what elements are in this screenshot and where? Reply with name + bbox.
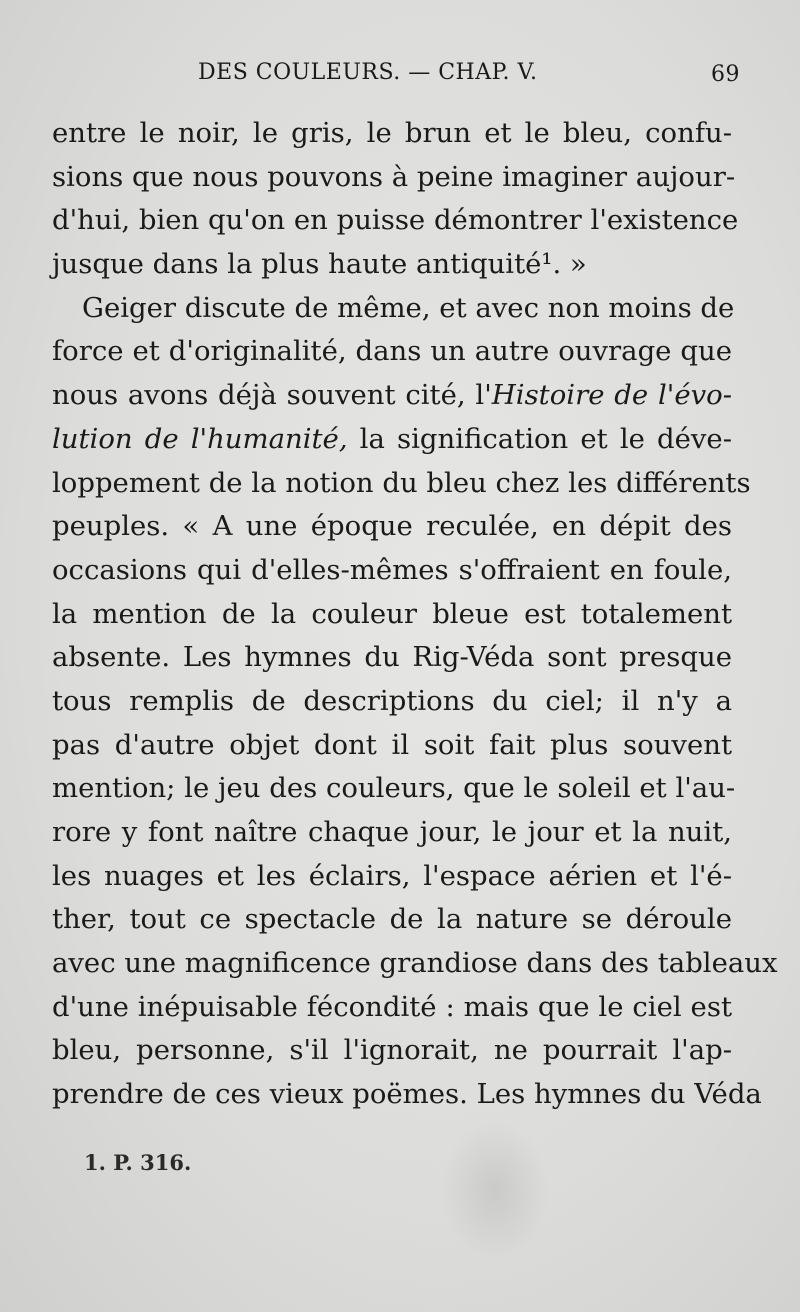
text-line-mixed	[52, 374, 732, 418]
text-line: jusque dans la plus haute antiquité¹. »	[52, 248, 587, 281]
text-line: force et d'originalité, dans un autre ouvrage que	[52, 335, 732, 368]
running-title: DES COULEURS. — CHAP. V.	[198, 60, 538, 85]
text-line: entre le noir, le gris, le brun et le bleu, confu-	[52, 117, 732, 149]
text-line: rore y font naître chaque jour, le jour et la nuit,	[52, 816, 732, 848]
text-line: avec une magnificence grandiose dans des tableaux	[52, 947, 778, 980]
text-line: d'hui, bien qu'on en puisse démontrer l'existence	[52, 204, 739, 237]
text-line: prendre de ces vieux poëmes. Les hymnes du Véda	[52, 1078, 762, 1111]
text-line: bleu, personne, s'il l'ignorait, ne pourrait l'ap-	[52, 1034, 732, 1067]
text-line: d'une inépuisable fécondité : mais que le ciel est	[52, 990, 732, 1023]
text-line: la mention de la couleur bleue est totalement	[52, 597, 732, 630]
body-text	[52, 112, 778, 1117]
page-number: 69	[711, 62, 740, 87]
text-line: mention; le jeu des couleurs, que le soleil et l'au-	[52, 772, 736, 805]
text-line: sions que nous pouvons à peine imaginer aujour-	[52, 160, 736, 193]
footnote: 1. P. 316.	[84, 1150, 192, 1175]
text-line: peuples. « A une époque reculée, en dépit des	[52, 510, 732, 543]
text-line: Geiger discute de même, et avec non moins de	[82, 291, 735, 324]
italic-title-run: lution de l'humanité,	[52, 422, 348, 455]
text-run: nous avons déjà souvent cité, l'	[52, 379, 492, 412]
text-line-mixed	[52, 418, 732, 462]
text-run: la signification et le déve-	[347, 422, 732, 455]
text-line: pas d'autre objet dont il soit fait plus souvent	[52, 728, 732, 761]
text-line: les nuages et les éclairs, l'espace aérien et l'é-	[52, 859, 732, 892]
italic-title-run: Histoire de l'évo-	[491, 379, 733, 412]
running-head	[0, 60, 800, 100]
text-line: tous remplis de descriptions du ciel; il n'y a	[52, 684, 732, 717]
text-line: loppement de la notion du bleu chez les différents	[52, 466, 751, 499]
text-line: absente. Les hymnes du Rig-Véda sont presque	[52, 641, 732, 674]
text-line: ther, tout ce spectacle de la nature se déroule	[52, 903, 732, 936]
paper-smudge	[440, 1120, 550, 1260]
text-line: occasions qui d'elles-mêmes s'offraient en foule,	[52, 553, 732, 586]
